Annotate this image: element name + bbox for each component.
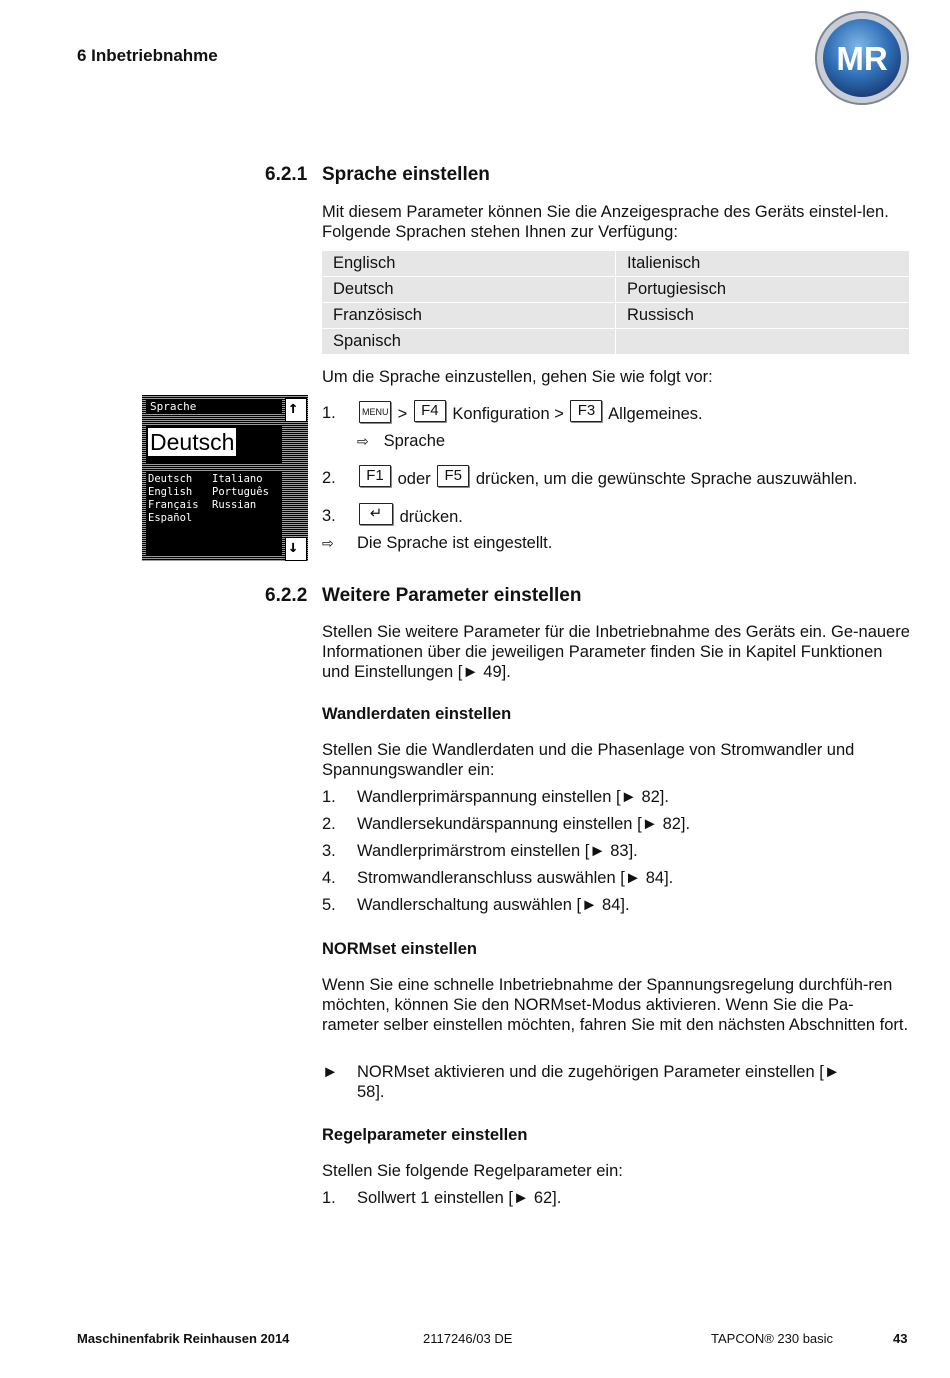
list-item: Russian [212, 499, 257, 511]
section-number: 6.2.1 [265, 164, 308, 185]
lcd-screenshot [142, 395, 308, 561]
list-item: Français [148, 499, 199, 511]
step-text: Sprache [383, 432, 446, 450]
step-number: 4. [322, 869, 336, 887]
step-text: Wandlersekundärspannung einstellen [► 82]. [357, 815, 691, 833]
step-number: 2. [322, 815, 336, 833]
normset-action [322, 1062, 910, 1102]
step-text: Wandlerprimärstrom einstellen [► 83]. [357, 842, 638, 860]
step-text: Allgemeines. [608, 405, 703, 423]
step-number: 1. [322, 1189, 336, 1207]
table-cell: Italienisch [615, 251, 909, 277]
f5-key-icon: F5 [437, 465, 469, 487]
table-row [322, 303, 910, 329]
section-heading-6-2-2 [265, 585, 765, 609]
table-row [322, 251, 910, 277]
page-number: 43 [893, 1331, 908, 1346]
step-text: drücken, um die gewünschte Sprache auszuwählen. [475, 470, 858, 488]
action-bullet-icon: ► [322, 1063, 339, 1081]
step-number: 1. [322, 404, 336, 422]
footer-company: Maschinenfabrik Reinhausen 2014 [77, 1331, 290, 1346]
action-text: NORMset aktivieren und die zugehörigen Parameter einstellen [► 58]. [357, 1063, 841, 1101]
svg-text:MR: MR [836, 40, 888, 77]
list-item [322, 865, 910, 891]
section-title: Sprache einstellen [322, 164, 490, 185]
language-table [322, 251, 910, 355]
regel-paragraph: Stellen Sie folgende Regelparameter ein: [322, 1162, 623, 1180]
step-number: 1. [322, 788, 336, 806]
normset-paragraph: Wenn Sie eine schnelle Inbetriebnahme der Spannungsregelung durchfüh-ren möchten, können Sie den NORMset-Modus aktivieren. Wenn Sie die Pa-rameter selber einstellen möchten, fahren Sie mit den nächsten Abschnitten fort. [322, 976, 909, 1034]
lcd-list-left [148, 473, 199, 525]
subheading-regel: Regelparameter einstellen [322, 1126, 528, 1144]
step-text: Wandlerschaltung auswählen [► 84]. [357, 896, 630, 914]
step-text: Die Sprache ist eingestellt. [357, 534, 553, 552]
table-cell: Spanisch [322, 329, 615, 355]
table-cell: Englisch [322, 251, 615, 277]
list-item [322, 1185, 910, 1211]
lcd-list-right [212, 473, 269, 512]
step-text: Stromwandleranschluss auswählen [► 84]. [357, 869, 674, 887]
table-cell: Portugiesisch [615, 277, 909, 303]
lcd-title: Sprache [150, 400, 197, 413]
list-item [322, 811, 910, 837]
f1-key-icon: F1 [359, 465, 391, 487]
list-item [322, 838, 910, 864]
procedure-result [322, 530, 910, 556]
mr-logo [814, 10, 910, 106]
list-item: Italiano [212, 473, 263, 485]
intro-paragraph: Mit diesem Parameter können Sie die Anzeigesprache des Geräts einstel-len. Folgende Sprachen stehen Ihnen zur Verfügung: [322, 203, 889, 241]
f3-key-icon: F3 [570, 400, 602, 422]
step-text: Sollwert 1 einstellen [► 62]. [357, 1189, 562, 1207]
section-heading-6-2-1 [265, 164, 665, 188]
step-1-result [322, 428, 910, 454]
subheading-normset: NORMset einstellen [322, 940, 477, 958]
table-row [322, 329, 910, 355]
step-text: Wandlerprimärspannung einstellen [► 82]. [357, 788, 669, 806]
enter-key-icon: ↵ [359, 503, 393, 525]
list-item [322, 892, 910, 918]
scroll-down-icon: ↓ [288, 537, 299, 557]
table-cell: Deutsch [322, 277, 615, 303]
table-cell: Französisch [322, 303, 615, 329]
table-row [322, 277, 910, 303]
subheading-wandler: Wandlerdaten einstellen [322, 705, 512, 723]
list-item: Deutsch [148, 473, 193, 485]
lcd-value: Deutsch [150, 429, 235, 455]
step-text: oder [397, 470, 431, 488]
step-3 [322, 503, 910, 529]
wandler-paragraph: Stellen Sie die Wandlerdaten und die Phasenlage von Stromwandler und Spannungswandler ein: [322, 741, 855, 779]
step-2 [322, 465, 910, 491]
result-arrow-icon: ⇨ [357, 433, 369, 449]
list-item: Português [212, 486, 269, 498]
footer-product: TAPCON® 230 basic [711, 1331, 834, 1346]
step-number: 3. [322, 842, 336, 860]
step-number: 5. [322, 896, 336, 914]
intro-paragraph: Stellen Sie weitere Parameter für die Inbetriebnahme des Geräts ein. Ge-nauere Informationen über die jeweiligen Parameter finden Sie in Kapitel Funktionen und Einstellungen [► 49]. [322, 623, 910, 681]
footer-docnum: 2117246/03 DE [423, 1331, 513, 1346]
menu-key-icon: MENU [359, 401, 391, 423]
list-item [322, 784, 910, 810]
table-cell [615, 329, 909, 355]
table-cell: Russisch [615, 303, 909, 329]
step-number: 2. [322, 469, 336, 487]
result-arrow-icon: ⇨ [322, 535, 334, 551]
list-item: Español [148, 512, 193, 524]
step-number: 3. [322, 507, 336, 525]
section-number: 6.2.2 [265, 585, 308, 606]
step-text: Konfiguration > [452, 405, 564, 423]
scroll-up-icon: ↑ [288, 398, 299, 418]
f4-key-icon: F4 [414, 400, 446, 422]
step-1 [322, 400, 910, 426]
list-item: English [148, 486, 193, 498]
section-title: Weitere Parameter einstellen [322, 585, 582, 606]
chapter-heading: 6 Inbetriebnahme [77, 46, 218, 65]
step-text: drücken. [399, 508, 463, 526]
step-text: > [397, 405, 408, 423]
procedure-lead: Um die Sprache einzustellen, gehen Sie wie folgt vor: [322, 368, 713, 386]
